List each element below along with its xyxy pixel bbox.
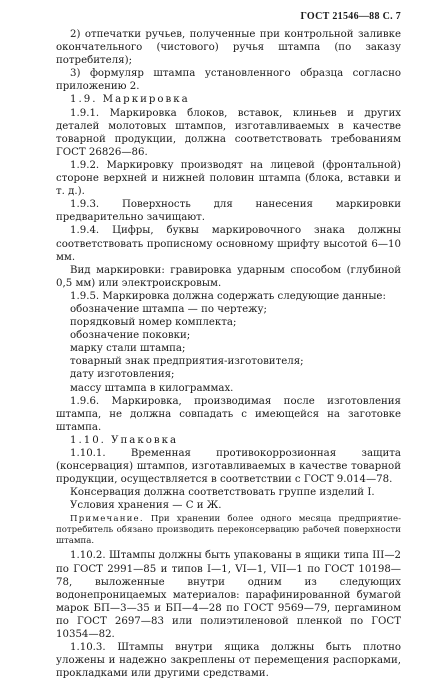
paragraph-1-9-2: 1.9.2. Маркировку производят на лицевой (фронтальной) стороне верхней и нижней половин штампа (блока, вставки и т. д.). [56, 159, 401, 198]
list-item: марку стали штампа; [70, 343, 186, 355]
list-item: дату изготовления; [70, 369, 175, 381]
paragraph-1-9-5: 1.9.5. Маркировка должна содержать следующие данные: [70, 290, 386, 302]
paragraph-1-10-2: 1.10.2. Штампы должны быть упакованы в ящики типа III—2 по ГОСТ 2991—85 и типов I—1, VI—1, VII—1 по ГОСТ 10198—78, выложенные внутри одним из следующих водонепроницаемых материалов: парафинированной бумагой марок БП—3—35 и БП—4—28 по ГОСТ 9569—79, пергамином по ГОСТ 2697—83 или полиэтиленовой пленкой по ГОСТ 10354—82. [56, 550, 401, 641]
paragraph-1-10-3: 1.10.3. Штампы внутри ящика должны быть плотно уложены и надежно закреплены от перемещения распорками, прокладками или другими средствами. [56, 642, 401, 680]
list-item: порядковый номер комплекта; [70, 317, 237, 329]
note-text: При хранении более одного месяца предприятие-потребитель обязано производить переконсервацию рабочей поверхности штампа. [56, 514, 401, 547]
list-item: обозначение поковки; [70, 330, 191, 342]
list-item: массу штампа в килограммах. [70, 382, 234, 394]
paragraph-1-9-4: 1.9.4. Цифры, буквы маркировочного знака должны соответствовать прописному основному шрифту высотой 6—10 мм. [56, 225, 401, 263]
list-item: обозначение штампа — по чертежу; [70, 303, 267, 315]
paragraph-storage-conditions: Условия хранения — С и Ж. [70, 500, 222, 512]
paragraph-marking-type: Вид маркировки: гравировка ударным способом (глубиной 0,5 мм) или электроискровым. [56, 264, 401, 289]
note [56, 514, 401, 547]
section-heading-packaging: 1.10. Упаковка [70, 434, 179, 446]
paragraph-1-10-1: 1.10.1. Временная противокоррозионная защита (консервация) штампов, изготавливаемых в качестве товарной продукции, осуществляется в соответствии с ГОСТ 9.014—78. [56, 448, 401, 486]
paragraph-1-9-3: 1.9.3. Поверхность для нанесения маркировки предварительно зачищают. [56, 199, 401, 224]
paragraph-item-2: 2) отпечатки ручьев, полученные при контрольной заливке окончательного (чистового) ручья штампа (по заказу потребителя); [56, 29, 401, 67]
marking-data-list [56, 303, 401, 395]
page-header: ГОСТ 21546—88 С. 7 [300, 11, 401, 22]
paragraph-1-9-1: 1.9.1. Маркировка блоков, вставок, клиньев и других деталей молотовых штампов, изготавливаемых в качестве товарной продукции, должна соответствовать требованиям ГОСТ 26826—86. [56, 107, 401, 158]
note-label: Примечание. [70, 514, 144, 525]
list-item: товарный знак предприятия-изготовителя; [70, 356, 304, 368]
paragraph-1-9-6: 1.9.6. Маркировка, производимая после изготовления штампа, не должна совпадать с имеющейся на заготовке штампа. [56, 395, 401, 433]
paragraph-item-3: 3) формуляр штампа установленного образца согласно приложению 2. [56, 68, 401, 93]
section-heading-marking: 1.9. Маркировка [70, 94, 190, 106]
paragraph-conservation-group: Консервация должна соответствовать группе изделий I. [70, 487, 375, 499]
